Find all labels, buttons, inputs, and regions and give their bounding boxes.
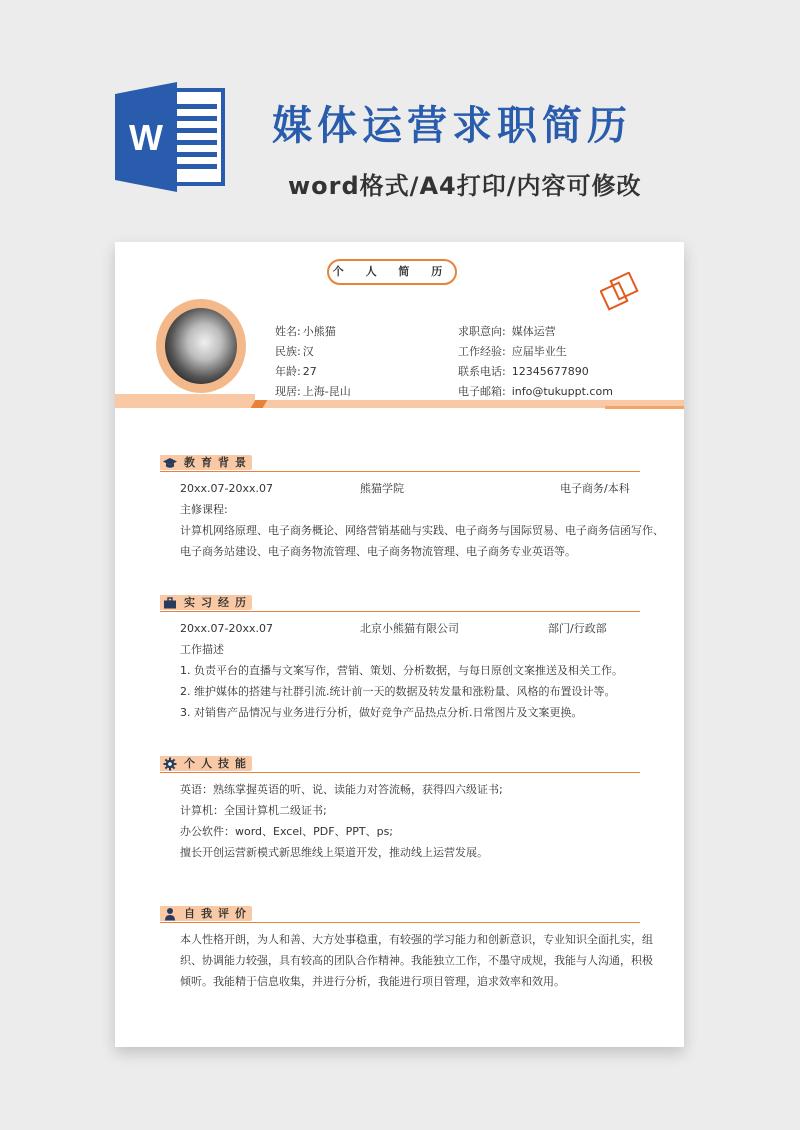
section-header xyxy=(160,906,640,926)
internship-dept: 部门/行政部 xyxy=(548,622,607,635)
personal-info-left xyxy=(275,322,351,402)
info-value: 12345677890 xyxy=(511,365,589,378)
info-value: 应届毕业生 xyxy=(511,345,567,358)
education-major: 电子商务/本科 xyxy=(560,482,630,495)
decorative-squares-icon xyxy=(600,272,646,312)
courses-line: 电子商务站建设、电子商务物流管理、电子商务物流管理、电子商务专业英语等。 xyxy=(180,545,576,558)
info-experience xyxy=(458,342,613,362)
header-band-tail xyxy=(605,406,684,409)
skill-item: 办公软件：word、Excel、PDF、PPT、ps; xyxy=(180,825,394,838)
info-label: 姓名: xyxy=(275,325,301,338)
graduation-cap-icon xyxy=(163,456,177,470)
education-section xyxy=(160,455,664,562)
section-body xyxy=(160,615,640,723)
section-divider xyxy=(160,471,640,472)
banner-subtitle: word格式/A4打印/内容可修改 xyxy=(288,172,642,200)
section-title: 实习经历 xyxy=(184,596,252,609)
self-eval-line: 倾听。我能精于信息收集，并进行分析，我能进行项目管理，追求效率和效用。 xyxy=(180,975,565,988)
education-school: 熊猫学院 xyxy=(360,482,404,495)
internship-section xyxy=(160,595,640,723)
info-value: 上海-昆山 xyxy=(302,385,351,398)
internship-period: 20xx.07-20xx.07 xyxy=(180,622,273,635)
internship-row xyxy=(180,618,640,639)
info-job-intent xyxy=(458,322,613,342)
skills-section xyxy=(160,756,640,863)
courses-label: 主修课程: xyxy=(180,503,228,516)
work-desc-item: 3. 对销售产品情况与业务进行分析，做好竞争产品热点分析.日常图片及文案更换。 xyxy=(180,706,583,719)
section-divider xyxy=(160,611,640,612)
section-body xyxy=(160,776,640,863)
section-header xyxy=(160,595,640,615)
section-body xyxy=(160,475,664,562)
info-phone xyxy=(458,362,613,382)
courses-line: 计算机网络原理、电子商务概论、网络营销基础与实践、电子商务与国际贸易、电子商务信函写作、 xyxy=(180,524,664,537)
info-ethnicity xyxy=(275,342,351,362)
info-label: 工作经验: xyxy=(458,345,506,358)
info-value: 27 xyxy=(302,365,317,378)
skill-item: 擅长开创运营新模式新思维线上渠道开发，推动线上运营发展。 xyxy=(180,846,488,859)
section-title: 个人技能 xyxy=(184,757,252,770)
info-value: 媒体运营 xyxy=(511,325,556,338)
info-value: 小熊猫 xyxy=(302,325,336,338)
skill-item: 英语：熟练掌握英语的听、说、读能力对答流畅，获得四六级证书; xyxy=(180,783,503,796)
personal-info-right xyxy=(458,322,613,402)
info-label: 求职意向: xyxy=(458,325,506,338)
info-age xyxy=(275,362,351,382)
info-label: 现居: xyxy=(275,385,301,398)
avatar-frame xyxy=(156,299,246,393)
section-header xyxy=(160,756,640,776)
word-logo-icon xyxy=(115,82,227,192)
info-email xyxy=(458,382,613,402)
section-divider xyxy=(160,772,640,773)
work-desc-item: 2. 维护媒体的搭建与社群引流.统计前一天的数据及转发量和涨粉量、风格的布置设计等。 xyxy=(180,685,616,698)
avatar xyxy=(165,308,237,384)
self-eval-line: 织、协调能力较强，具有较高的团队合作精神。我能独立工作，不墨守成规，我能与人沟通，积极 xyxy=(180,954,653,967)
skill-item: 计算机：全国计算机二级证书; xyxy=(180,804,327,817)
section-title: 自我评价 xyxy=(184,907,252,920)
work-desc-item: 1. 负责平台的直播与文案写作，营销、策划、分析数据，与每日原创文案推送及相关工作。 xyxy=(180,664,623,677)
self-eval-section xyxy=(160,906,653,992)
info-label: 联系电话: xyxy=(458,365,506,378)
info-label: 年龄: xyxy=(275,365,301,378)
info-value: info@tukuppt.com xyxy=(511,385,613,398)
info-residence xyxy=(275,382,351,402)
section-body xyxy=(160,926,653,992)
education-period: 20xx.07-20xx.07 xyxy=(180,482,273,495)
info-label: 电子邮箱: xyxy=(458,385,506,398)
info-name xyxy=(275,322,351,342)
briefcase-icon xyxy=(163,596,177,610)
work-desc-label: 工作描述 xyxy=(180,643,224,656)
section-header xyxy=(160,455,640,475)
section-title: 教育背景 xyxy=(184,456,252,469)
person-icon xyxy=(163,907,177,921)
word-logo-letter: W xyxy=(129,117,163,158)
self-eval-line: 本人性格开朗，为人和善、大方处事稳重，有较强的学习能力和创新意识，专业知识全面扎实，组 xyxy=(180,933,653,946)
banner-title: 媒体运营求职简历 xyxy=(272,103,632,149)
resume-title: 个 人 简 历 xyxy=(327,259,457,285)
education-row xyxy=(180,478,640,499)
info-label: 民族: xyxy=(275,345,301,358)
internship-company: 北京小熊猫有限公司 xyxy=(360,622,459,635)
section-divider xyxy=(160,922,640,923)
gear-icon xyxy=(163,757,177,771)
info-value: 汉 xyxy=(302,345,314,358)
resume-page xyxy=(115,242,684,1047)
